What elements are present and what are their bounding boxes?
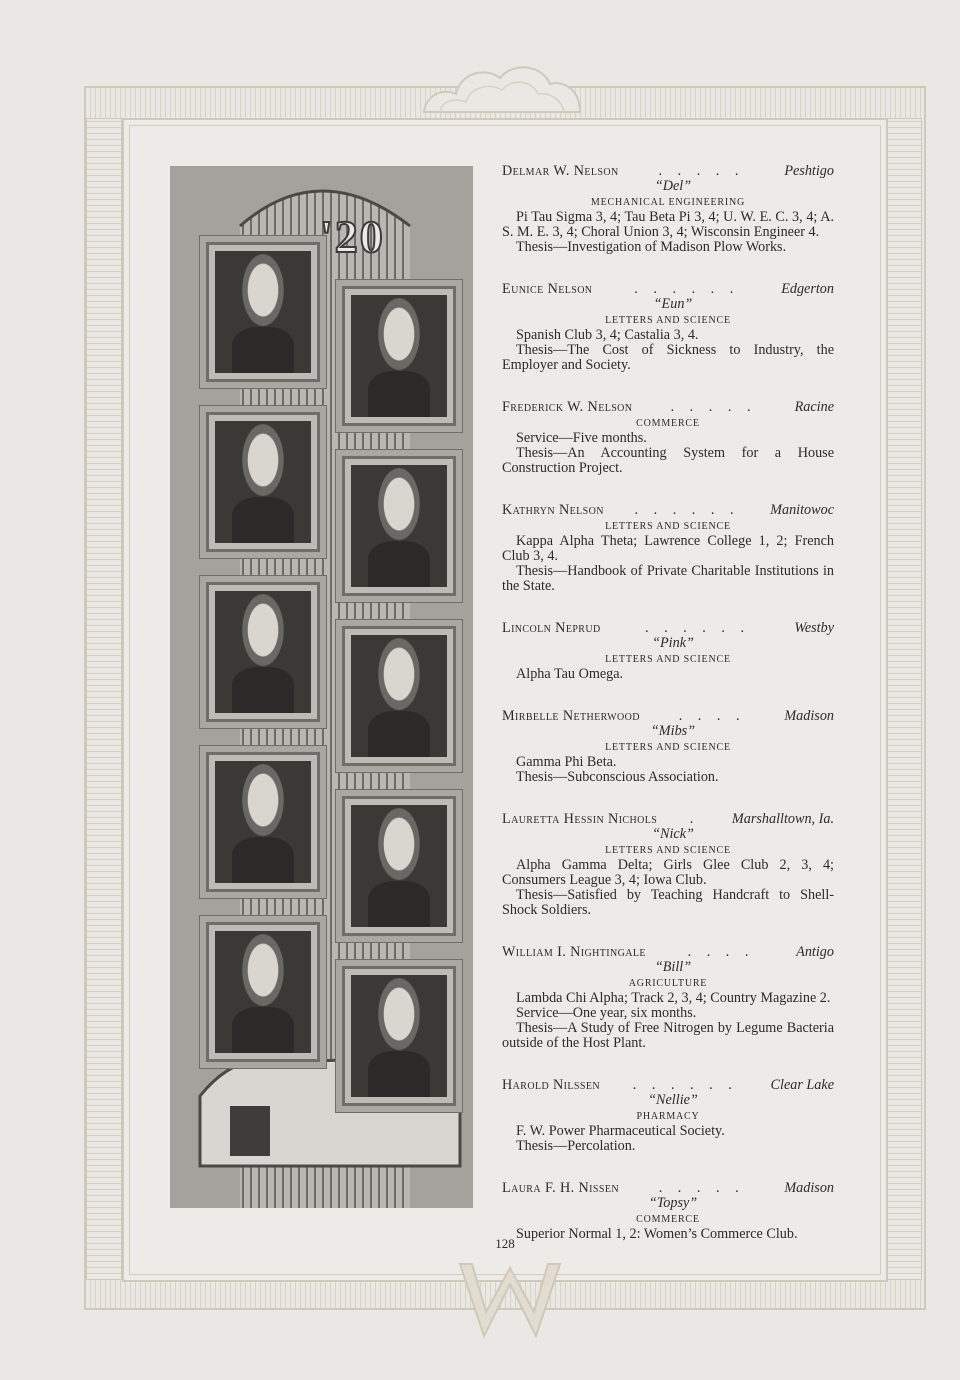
student-school: LETTERS AND SCIENCE [605,742,731,753]
portrait-frederick-nelson [206,412,320,552]
leader-dots: . . . . [678,708,746,724]
student-thesis: Thesis—Percolation. [516,1138,636,1154]
border-right-panel [886,118,922,1280]
portrait-harold-nilssen [206,922,320,1062]
student-nickname: “Mibs” [650,723,696,739]
student-nickname: “Nick” [652,826,694,842]
student-activities: Alpha Gamma Delta; Girls Glee Club 2, 3, 4; Consumers League 3, 4; Iowa Club. [502,857,834,888]
leader-dots: . . . . . . [632,1077,738,1093]
student-school: AGRICULTURE [628,978,708,989]
student-thesis: Thesis—The Cost of Sickness to Industry, the Employer and Society. [502,342,834,373]
student-hometown: Manitowoc [770,502,834,518]
student-entry [502,400,834,476]
student-hometown: Madison [784,708,834,724]
leader-dots: . . . . . [670,399,757,415]
border-left-panel [86,118,122,1280]
student-nickname: “Del” [654,178,692,194]
student-school: LETTERS AND SCIENCE [605,315,731,326]
student-entries [502,164,834,1269]
student-nickname: “Topsy” [648,1195,698,1211]
student-name: Laura F. H. Nissen [502,1180,619,1196]
student-entry [502,1078,834,1154]
leader-dots: . . . . . . [634,502,740,518]
student-thesis: Thesis—Handbook of Private Charitable Institutions in the State. [502,563,834,594]
student-school: COMMERCE [636,1214,700,1225]
student-entry [502,812,834,918]
student-entry [502,503,834,594]
student-name: Eunice Nelson [502,281,593,297]
student-thesis: Thesis—Subconscious Association. [516,769,719,785]
leader-dots: . . . . . . [644,620,750,636]
student-school: LETTERS AND SCIENCE [605,654,731,665]
page-number: 128 [495,1236,515,1251]
student-school: MECHANICAL ENGINEERING [590,197,746,208]
student-hometown: Clear Lake [770,1077,834,1093]
leader-dots: . . . . . [658,1180,745,1196]
student-hometown: Antigo [796,944,834,960]
student-activities: Lambda Chi Alpha; Track 2, 3, 4; Country Magazine 2. [516,990,831,1006]
student-name: Mirbelle Netherwood [502,708,640,724]
student-thesis: Thesis—Investigation of Madison Plow Works. [516,239,787,255]
portrait-delmar-nelson [206,242,320,382]
student-activities: Spanish Club 3, 4; Castalia 3, 4. [516,327,699,343]
student-entry [502,164,834,255]
student-school: LETTERS AND SCIENCE [605,845,731,856]
student-service: Service—Five months. [516,430,647,446]
portrait-william-nightingale [342,796,456,936]
student-activities: Kappa Alpha Theta; Lawrence College 1, 2; French Club 3, 4. [502,533,834,564]
student-school: COMMERCE [636,418,700,429]
student-hometown: Peshtigo [784,163,834,179]
student-nickname: “Eun” [653,296,693,312]
portrait-lincoln-neprud [206,582,320,722]
student-activities: Superior Normal 1, 2: Women’s Commerce Club. [516,1226,798,1242]
student-hometown: Marshalltown, Ia. [731,811,834,827]
student-entry [502,1181,834,1242]
student-entry [502,709,834,785]
student-hometown: Westby [794,620,834,636]
student-thesis: Thesis—Satisfied by Teaching Handcraft to Shell-Shock Soldiers. [502,887,834,918]
portrait-laura-nissen [342,966,456,1106]
student-school: LETTERS AND SCIENCE [605,521,731,532]
portrait-kathryn-nelson [342,456,456,596]
student-service: Service—One year, six months. [516,1005,697,1021]
student-thesis: Thesis—An Accounting System for a House Construction Project. [502,445,834,476]
leader-dots: . [689,811,700,827]
leader-dots: . . . . [687,944,755,960]
student-nickname: “Pink” [652,635,694,651]
student-entry [502,621,834,682]
student-name: Kathryn Nelson [502,502,604,518]
w-monogram-ornament [458,1262,562,1338]
student-name: William I. Nightingale [502,944,646,960]
student-hometown: Racine [794,399,834,415]
student-activities: Gamma Phi Beta. [516,754,617,770]
student-thesis: Thesis—A Study of Free Nitrogen by Legume Bacteria outside of the Host Plant. [502,1020,834,1051]
student-entry [502,282,834,373]
student-activities: F. W. Power Pharmaceutical Society. [516,1123,725,1139]
portrait-lauretta-nichols [206,752,320,892]
leader-dots: . . . . . . [634,281,740,297]
student-name: Harold Nilssen [502,1077,600,1093]
cloud-ornament [420,60,584,114]
student-entry [502,945,834,1051]
portrait-column [170,166,473,1208]
student-name: Frederick W. Nelson [502,399,633,415]
student-nickname: “Bill” [654,959,692,975]
portrait-eunice-nelson [342,286,456,426]
student-activities: Pi Tau Sigma 3, 4; Tau Beta Pi 3, 4; U. W. E. C. 3, 4; A. S. M. E. 3, 4; Choral Union 3, 4; Wisconsin Engineer 4. [502,209,834,240]
student-name: Lauretta Hessin Nichols [502,811,658,827]
portrait-mirbelle-netherwood [342,626,456,766]
student-nickname: “Nellie” [648,1092,698,1108]
student-name: Delmar W. Nelson [502,163,619,179]
student-activities: Alpha Tau Omega. [516,666,624,682]
student-school: PHARMACY [636,1111,700,1122]
student-hometown: Edgerton [781,281,834,297]
class-year-label: '20 [320,211,385,262]
student-hometown: Madison [784,1180,834,1196]
student-name: Lincoln Neprud [502,620,601,636]
leader-dots: . . . . . [658,163,745,179]
